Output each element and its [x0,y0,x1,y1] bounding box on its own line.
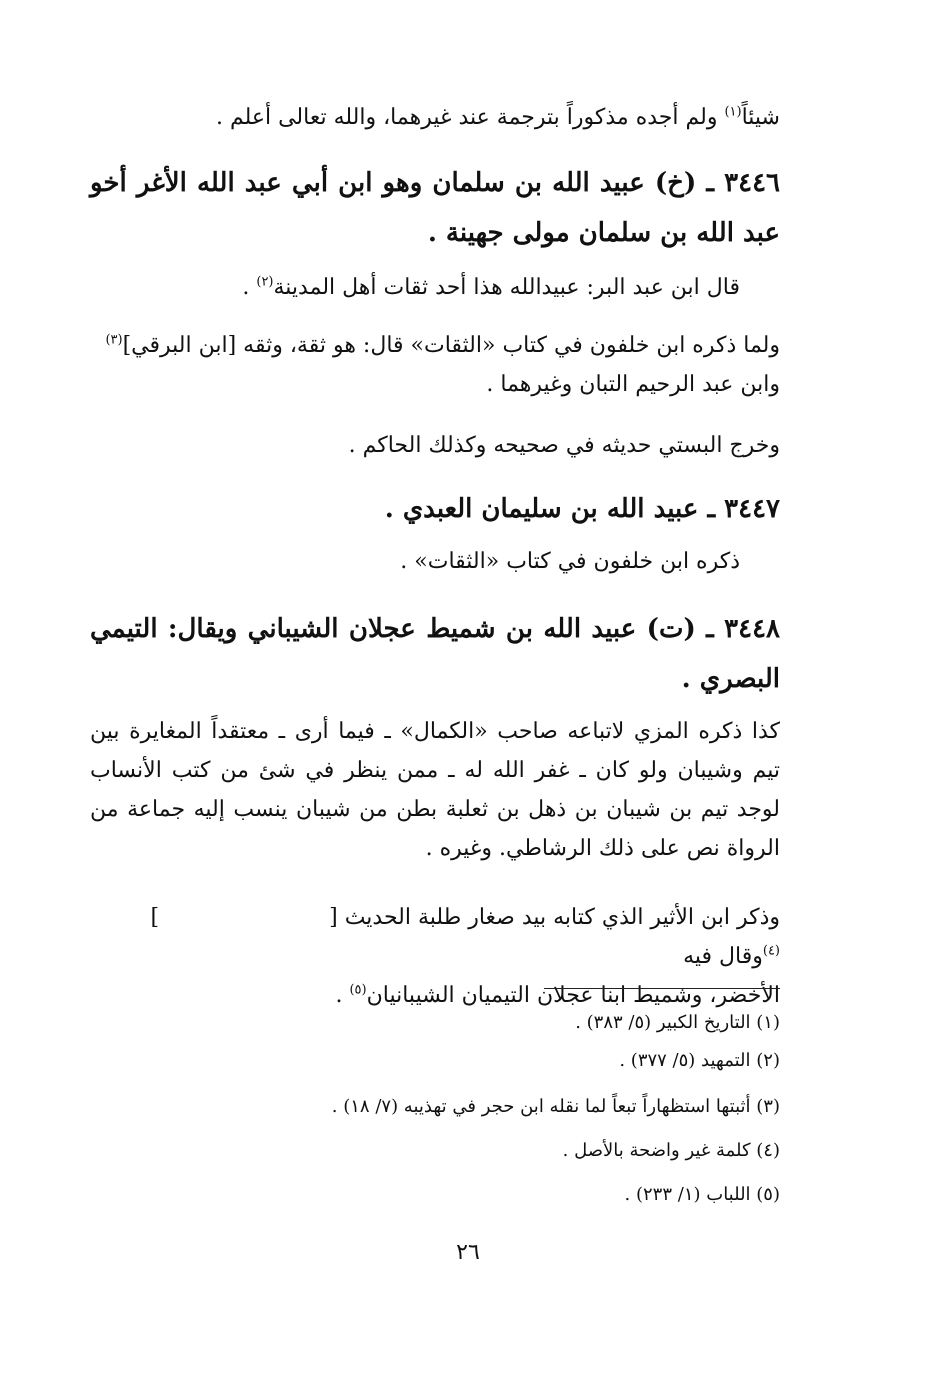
entry-3446-para-1 [90,268,780,307]
footnote-3 [90,1094,780,1119]
entry-3447-para-1 [90,542,780,581]
text: (١) التاريخ الكبير (٥/ ٣٨٣) . [575,1012,780,1033]
entry-3448-para-2 [90,898,780,1015]
text: وابن عبد الرحيم التبان وغيرهما . [486,372,780,397]
footnote-marker: (٣) [105,332,123,348]
text: ولم أجده مذكوراً بترجمة عند غيرهما، والله تعالى أعلم . [215,105,725,130]
text: . [242,275,257,300]
footnote-marker: (١) [724,104,742,120]
text: وقال فيه [683,944,763,969]
text: (٣) أثبتها استظهاراً تبعاً لما نقله ابن حجر في تهذيبه (٧/ ١٨) . [331,1096,780,1117]
footnote-marker: (٤) [762,943,780,959]
heading-text: ٣٤٤٨ ـ (ت) عبيد الله بن شميط عجلان الشيباني ويقال: التيمي البصري . [90,614,780,694]
text: ولما ذكره ابن خلفون في كتاب «الثقات» قال: هو ثقة، وثقه [ابن البرقي] [122,333,780,358]
entry-3446-para-3 [90,426,780,465]
footnote-2 [90,1048,780,1073]
text: ] [150,905,160,930]
text: شيئاً [741,105,780,130]
text: (٢) التمهيد (٥/ ٣٧٧) . [619,1050,780,1071]
page-number: ٢٦ [456,1240,480,1265]
text: الأخضر، وشميط ابنا عجلان التيميان الشيبانيان [366,983,780,1008]
heading-text: ٣٤٤٦ ـ (خ) عبيد الله بن سلمان وهو ابن أبي عبد الله الأغر أخو عبد الله بن سلمان مولى جهينة . [90,168,780,248]
footnote-1 [90,1010,780,1035]
entry-heading-3446 [90,158,780,258]
entry-3448-para-1 [90,712,780,868]
text: قال ابن عبد البر: عبيدالله هذا أحد ثقات أهل المدينة [273,275,740,300]
footnote-marker: (٥) [349,982,367,998]
entry-3446-para-2 [90,326,780,404]
text: وخرج البستي حديثه في صحيحه وكذلك الحاكم . [348,433,780,458]
entry-heading-3448 [90,604,780,704]
text: كذا ذكره المزي لاتباعه صاحب «الكمال» ـ فيما أرى ـ معتقداً المغايرة بين تيم وشيبان ولو كان ـ غفر الله له ـ ممن ينظر في شئ من كتب الأنساب لوجد تيم بن شيبان بن ذهل بن ثعلبة بطن من شيبان ينسب إليه جماعة من الرواة نص على ذلك الرشاطي. وغيره . [90,719,780,861]
text: وذكر ابن الأثير الذي كتابه بيد صغار طلبة الحديث [ [329,905,780,930]
text: ذكره ابن خلفون في كتاب «الثقات» . [400,549,740,574]
footnote-4 [90,1138,780,1163]
footnote-divider [544,988,780,989]
footnote-marker: (٢) [256,274,274,290]
footnote-5 [90,1182,780,1207]
entry-heading-3447 [90,484,780,534]
paragraph-continuation [90,98,780,137]
heading-text: ٣٤٤٧ ـ عبيد الله بن سليمان العبدي . [384,494,780,524]
text: (٥) اللباب (١/ ٢٣٣) . [624,1184,780,1205]
text: . [335,983,350,1008]
text: (٤) كلمة غير واضحة بالأصل . [562,1140,780,1161]
